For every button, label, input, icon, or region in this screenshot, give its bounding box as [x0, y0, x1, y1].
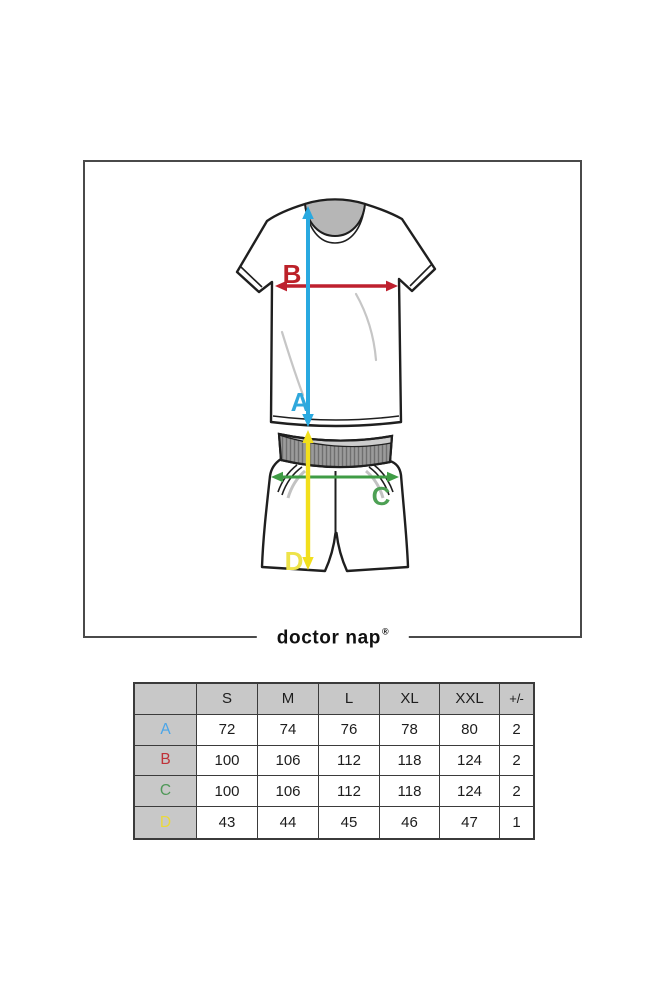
size-value: 78 — [380, 715, 440, 746]
row-label-a: A — [135, 715, 197, 746]
brand-name: doctor nap — [276, 627, 381, 649]
row-label-c: C — [135, 776, 197, 807]
size-value: 44 — [258, 807, 319, 838]
size-value: 100 — [197, 746, 258, 777]
size-value: 72 — [197, 715, 258, 746]
size-value: 118 — [380, 776, 440, 807]
tolerance-value: 2 — [500, 715, 533, 746]
size-value: 80 — [440, 715, 500, 746]
size-value: 46 — [380, 807, 440, 838]
shorts-waistband — [279, 434, 392, 467]
registered-mark-icon: ® — [381, 626, 390, 637]
col-header-s: S — [197, 684, 258, 715]
size-value: 47 — [440, 807, 500, 838]
measurement-label-a: A — [290, 387, 310, 417]
garment-diagram — [85, 162, 580, 636]
measurement-label-b: B — [282, 259, 302, 289]
size-value: 100 — [197, 776, 258, 807]
tolerance-value: 1 — [500, 807, 533, 838]
size-value: 106 — [258, 746, 319, 777]
col-header-xl: XL — [380, 684, 440, 715]
col-header-tolerance: +/ - — [500, 684, 533, 715]
measurement-label-d: D — [284, 546, 304, 576]
tolerance-value: 2 — [500, 776, 533, 807]
row-label-b: B — [135, 746, 197, 777]
size-value: 112 — [319, 776, 380, 807]
brand-logo — [257, 627, 409, 650]
size-chart-table — [133, 682, 535, 840]
row-label-d: D — [135, 807, 197, 838]
garment-diagram-box — [83, 160, 582, 638]
col-header-m: M — [258, 684, 319, 715]
size-value: 112 — [319, 746, 380, 777]
size-value: 43 — [197, 807, 258, 838]
corner-cell — [135, 684, 197, 715]
tshirt-drawing — [237, 200, 435, 427]
size-value: 124 — [440, 776, 500, 807]
tolerance-value: 2 — [500, 746, 533, 777]
col-header-xxl: XXL — [440, 684, 500, 715]
size-value: 76 — [319, 715, 380, 746]
size-value: 45 — [319, 807, 380, 838]
size-value: 124 — [440, 746, 500, 777]
measurement-label-c: C — [371, 481, 391, 511]
col-header-l: L — [319, 684, 380, 715]
size-value: 118 — [380, 746, 440, 777]
size-value: 106 — [258, 776, 319, 807]
size-value: 74 — [258, 715, 319, 746]
